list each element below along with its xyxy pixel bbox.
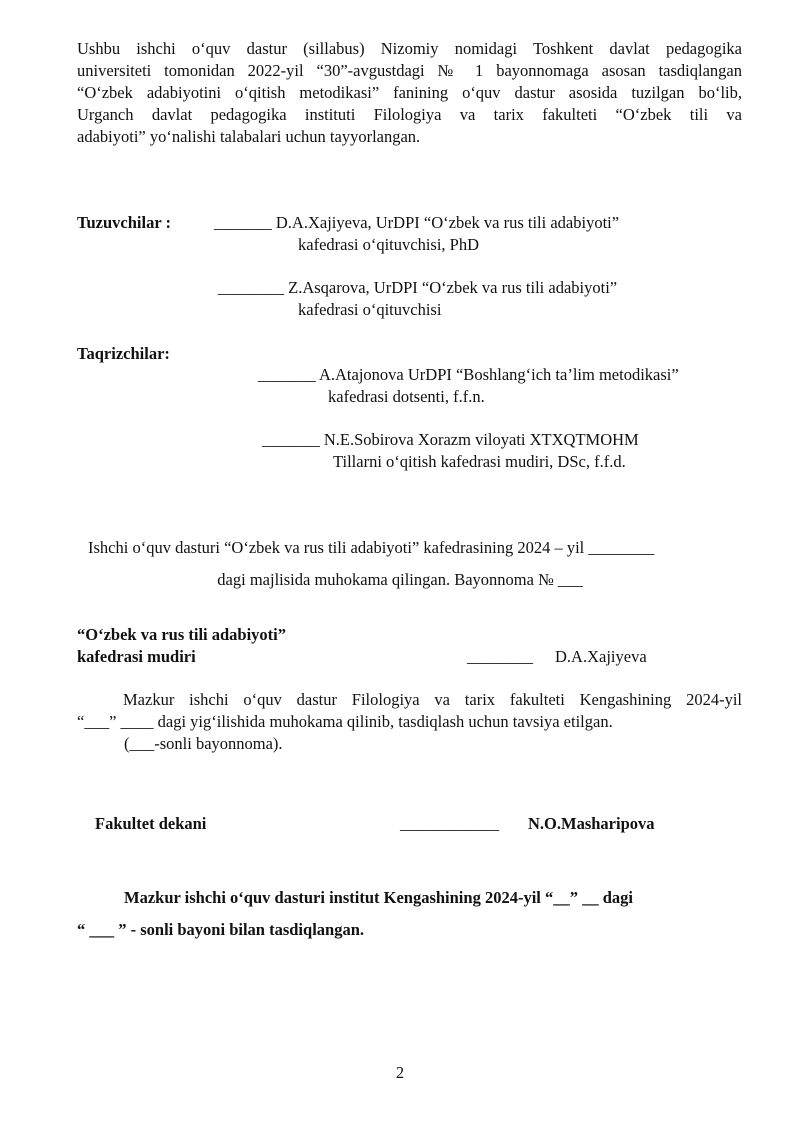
intro-line: “O‘zbek adabiyotini o‘qitish metodikasi” fanining o‘quv dastur asosida tuzilgan bo‘lib, [77, 83, 742, 102]
page-number: 2 [395, 1063, 405, 1082]
signature-line: ____________ [400, 814, 499, 833]
signature-line: ________ [467, 647, 533, 666]
head-of-dept-title: kafedrasi mudiri [77, 647, 196, 666]
author-line: ________ Z.Asqarova, UrDPI “O‘zbek va rus tili adabiyoti” [218, 278, 618, 297]
council-paragraph [77, 689, 742, 711]
intro-line: adabiyoti” yo‘nalishi talabalari uchun tayyorlangan. [77, 127, 421, 146]
intro-line: Ushbu ishchi o‘quv dastur (sillabus) Nizomiy nomidagi Toshkent davlat pedagogika [77, 39, 742, 58]
author-line: _______ D.A.Xajiyeva, UrDPI “O‘zbek va rus tili adabiyoti” [214, 213, 620, 232]
dean-title: Fakultet dekani [95, 814, 207, 833]
author-affiliation: kafedrasi o‘qituvchisi, PhD [298, 235, 480, 254]
head-of-dept-name: D.A.Xajiyeva [555, 647, 647, 666]
institute-line: Mazkur ishchi o‘quv dasturi institut Kengashining 2024-yil “__” __ dagi [124, 888, 633, 907]
author-affiliation: kafedrasi o‘qituvchisi [298, 300, 442, 319]
reviewer-affiliation: Tillarni o‘qitish kafedrasi mudiri, DSc, f.f.d. [333, 452, 626, 471]
intro-line: Urganch davlat pedagogika instituti Filologiya va tarix fakulteti “O‘zbek tili va [77, 105, 742, 124]
reviewer-line: _______ A.Atajonova UrDPI “Boshlang‘ich ta’lim metodikasi” [258, 365, 679, 384]
discussion-line: dagi majlisida muhokama qilingan. Bayonnoma № ___ [217, 570, 583, 589]
reviewer-line: _______ N.E.Sobirova Xorazm viloyati XTXQTMOHM [262, 430, 639, 449]
head-of-dept-title: “O‘zbek va rus tili adabiyoti” [77, 625, 287, 644]
dean-name: N.O.Masharipova [528, 814, 655, 833]
council-line: “___” ____ dagi yig‘ilishida muhokama qilinib, tasdiqlash uchun tavsiya etilgan. [77, 712, 613, 731]
reviewer-affiliation: kafedrasi dotsenti, f.f.n. [328, 387, 485, 406]
intro-line: universiteti tomonidan 2022-yil “30”-avgustdagi № 1 bayonnomaga asosan tasdiqlangan [77, 61, 742, 80]
intro-paragraph [77, 38, 742, 148]
authors-label: Tuzuvchilar : [77, 213, 171, 232]
discussion-line: Ishchi o‘quv dasturi “O‘zbek va rus tili adabiyoti” kafedrasining 2024 – yil ________ [88, 538, 655, 557]
council-line: Mazkur ishchi o‘quv dastur Filologiya va tarix fakulteti Kengashining 2024-yil [123, 690, 742, 709]
council-line: (___-sonli bayonnoma). [124, 734, 283, 753]
institute-line: “ ___ ” - sonli bayoni bilan tasdiqlangan. [77, 920, 365, 939]
reviewers-label: Taqrizchilar: [77, 344, 170, 363]
